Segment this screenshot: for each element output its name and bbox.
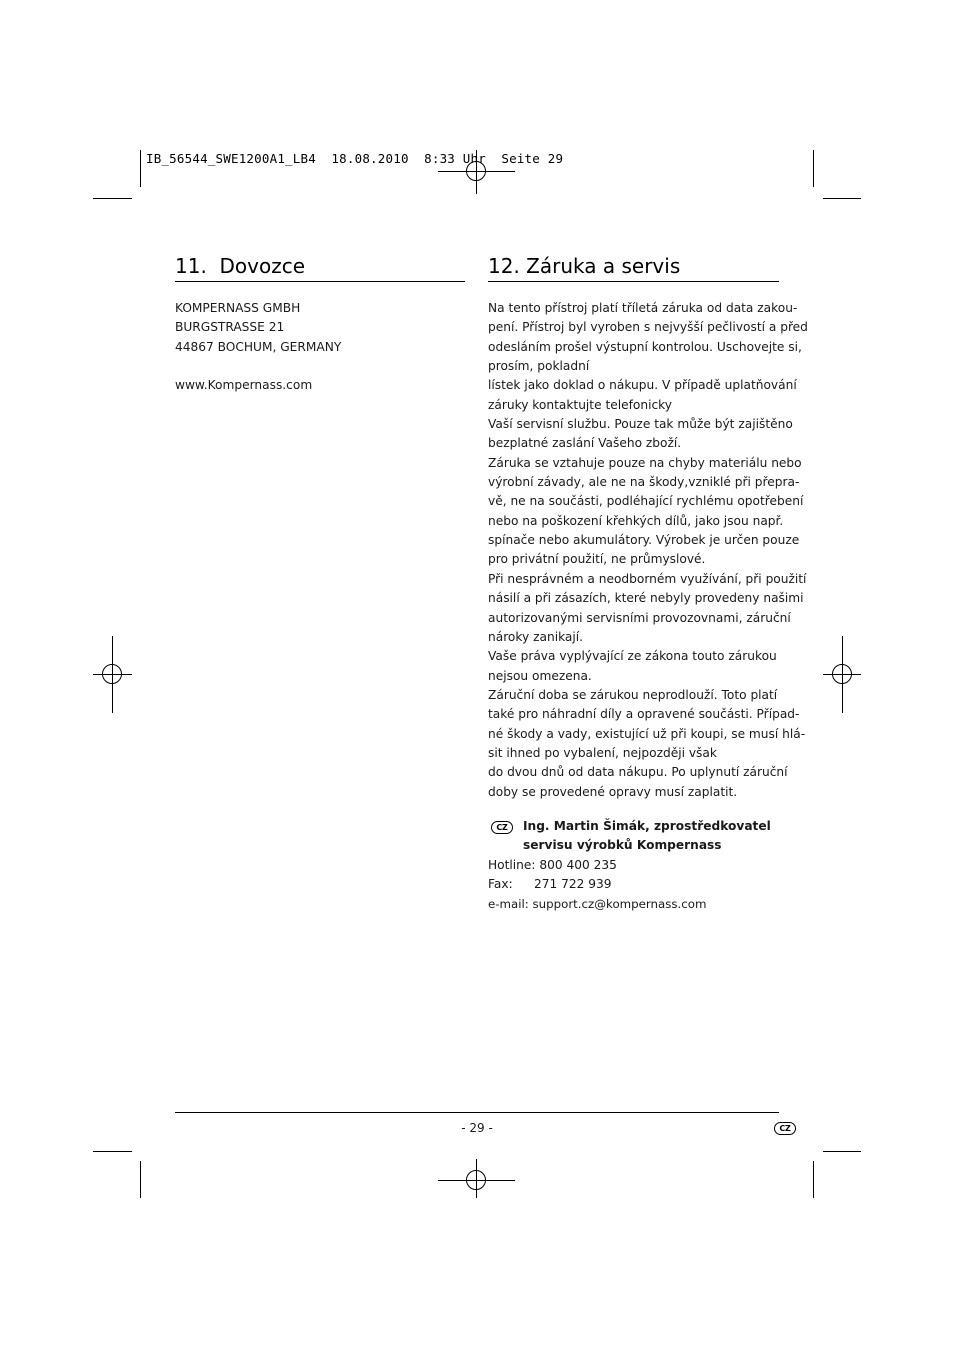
service-partner-name (523, 817, 771, 856)
service-partner-line: Ing. Martin Šimák, zprostředkovatel (523, 819, 771, 833)
service-email (488, 895, 706, 914)
service-email-link[interactable]: e-mail: support.cz@kompernass.com (488, 897, 707, 911)
service-partner-line: servisu výrobků Kompernass (523, 838, 722, 853)
warranty-heading-rule (488, 281, 779, 282)
warranty-line: Záruka se vztahuje pouze na chyby materiálu nebo (488, 455, 802, 470)
warranty-line: né škody a vady, existující už při koupi, se musí hlá- (488, 726, 806, 741)
footer-rule (175, 1112, 779, 1113)
warranty-line: doby se provedené opravy musí zaplatit. (488, 784, 738, 799)
importer-company: KOMPERNASS GMBH (175, 301, 301, 315)
register-mark-right-circle (832, 664, 852, 684)
warranty-line: Vaší servisní službu. Pouze tak může být zajištěno (488, 417, 793, 432)
crop-mark-top-right-h (823, 198, 861, 199)
warranty-line: nároky zanikají. (488, 629, 584, 644)
warranty-line: násilí a při zásazích, které nebyly provedeny našimi (488, 591, 804, 606)
warranty-line: odesláním prošel výstupní kontrolou. Uschovejte si, (488, 339, 802, 354)
importer-website-link[interactable]: www.Kompernass.com (175, 378, 313, 393)
crop-mark-bottom-right-v (813, 1161, 814, 1198)
crop-mark-bottom-left-v (140, 1161, 141, 1198)
crop-mark-top-right-v (813, 150, 814, 187)
service-fax-row (488, 875, 612, 894)
warranty-line: Při nesprávném a neodborném využívání, při použití (488, 571, 807, 586)
warranty-line: vě, ne na součásti, podléhající rychlému opotřebení (488, 494, 804, 509)
page-number: - 29 - (461, 1121, 493, 1135)
register-mark-left-circle (102, 664, 122, 684)
warranty-line: také pro náhradní díly a opravené součásti. Případ- (488, 707, 800, 722)
warranty-line: Záruční doba se zárukou neprodlouží. Toto platí (488, 687, 778, 702)
warranty-line: spínače nebo akumulátory. Výrobek je určen pouze (488, 533, 800, 548)
importer-address (175, 299, 341, 396)
importer-heading-rule (175, 281, 465, 282)
register-mark-bottom-circle (466, 1170, 486, 1190)
warranty-line: záruky kontaktujte telefonicky (488, 397, 673, 412)
warranty-line: prosím, pokladní (488, 359, 590, 374)
footer-country-badge-cz: CZ (774, 1122, 796, 1135)
warranty-line: výrobní závady, ale ne na škody,vzniklé při přepra- (488, 475, 800, 490)
warranty-line: Na tento přístroj platí tříletá záruka od data zakou- (488, 301, 798, 315)
crop-mark-top-left-v (140, 150, 141, 187)
service-fax-number: 271 722 939 (534, 877, 612, 891)
warranty-line: pro privátní použití, ne průmyslové. (488, 552, 706, 567)
service-fax-label: Fax: (488, 877, 513, 891)
print-slug-line: IB_56544_SWE1200A1_LB4 18.08.2010 8:33 Uhr Seite 29 (146, 151, 564, 166)
crop-mark-bottom-left-h (93, 1151, 132, 1152)
warranty-line: lístek jako doklad o nákupu. V případě uplatňování (488, 378, 797, 393)
warranty-line: autorizovanými servisními provozovnami, záruční (488, 610, 791, 625)
warranty-line: nejsou omezena. (488, 668, 592, 683)
importer-street: BURGSTRASSE 21 (175, 320, 285, 335)
warranty-line: sit ihned po vybalení, nejpozději však (488, 745, 717, 760)
warranty-line: do dvou dnů od data nákupu. Po uplynutí záruční (488, 765, 788, 780)
warranty-body (488, 299, 808, 802)
importer-heading: 11. Dovozce (175, 254, 306, 278)
service-hotline-text[interactable]: Hotline: 800 400 235 (488, 858, 617, 872)
service-fax (488, 875, 612, 894)
warranty-line: bezplatné zaslání Vašeho zboží. (488, 436, 682, 451)
importer-city: 44867 BOCHUM, GERMANY (175, 339, 342, 354)
warranty-line: nebo na poškození křehkých dílů, jako jsou např. (488, 513, 784, 528)
warranty-line: pení. Přístroj byl vyroben s nejvyšší pečlivostí a před (488, 320, 808, 335)
importer-spacer (175, 357, 341, 376)
country-badge-cz: CZ (491, 821, 513, 834)
warranty-line: Vaše práva vyplývající ze zákona touto zárukou (488, 649, 777, 664)
service-hotline (488, 856, 617, 875)
crop-mark-top-left-h (93, 198, 132, 199)
warranty-heading: 12. Záruka a servis (488, 254, 681, 278)
crop-mark-bottom-right-h (823, 1151, 861, 1152)
